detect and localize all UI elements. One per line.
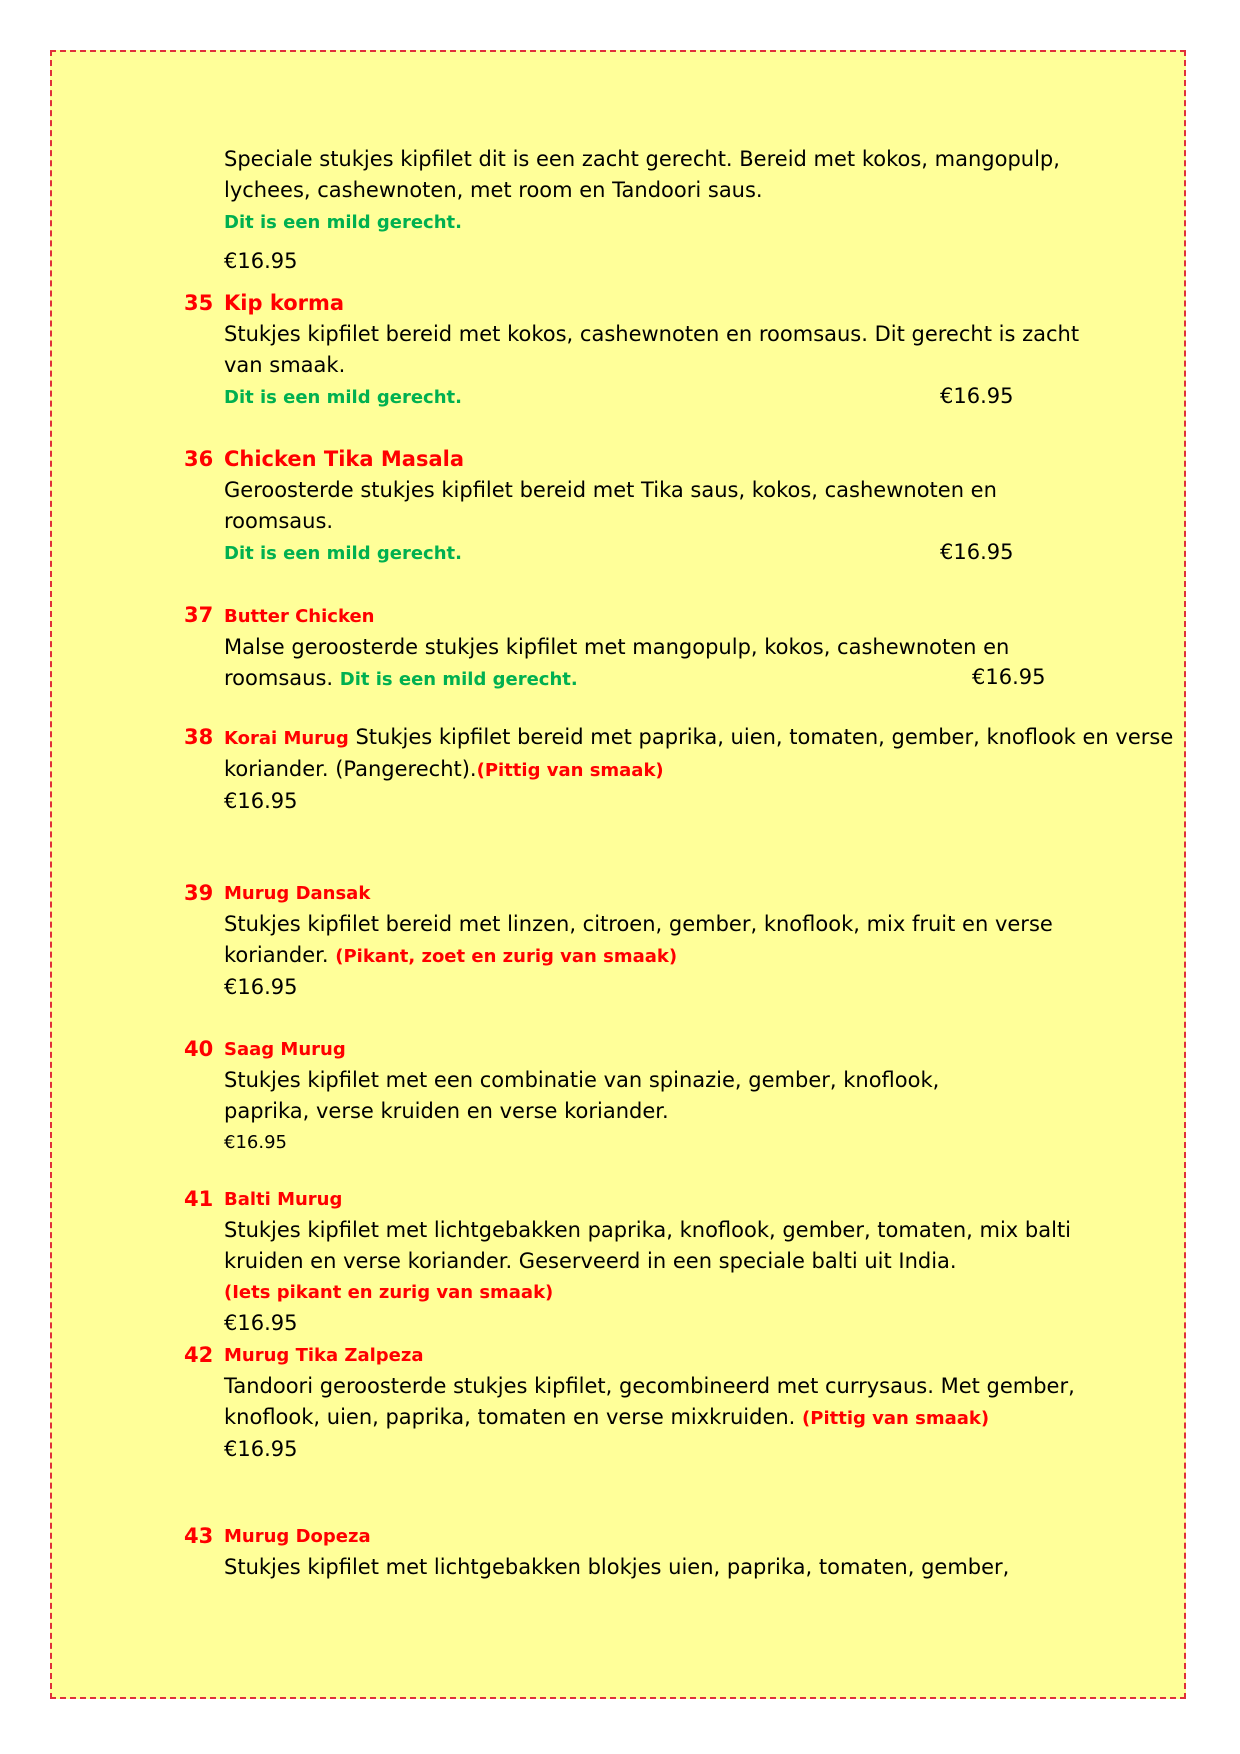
menu-item-43 [224,1521,1104,1583]
intro-price: €16.95 [224,249,298,273]
item-description: Stukjes kipfilet met lichtgebakken blokjes uien, paprika, tomaten, gember, [224,1555,1010,1579]
item-number: 40 [184,1037,214,1061]
item-name: Butter Chicken [224,606,375,627]
item-description: Geroosterde stukjes kipfilet bereid met Tika saus, kokos, cashewnoten en roomsaus. [224,478,997,533]
item-description: Stukjes kipfilet met lichtgebakken paprika, knoflook, gember, tomaten, mix balti kruiden en verse koriander. Geserveerd in een speciale balti uit India. [224,1218,1072,1273]
item-name: Murug Dansak [224,883,371,904]
intro-item [224,144,1104,277]
item-number: 42 [184,1343,214,1367]
item-name: Korai Murug [224,728,349,749]
item-spice-note: (Pittig van smaak) [476,760,664,781]
item-number: 39 [184,881,214,905]
item-description-line2: roomsaus. [224,666,334,690]
item-price: €16.95 [224,789,298,813]
item-description: Tandoori geroosterde stukjes kipfilet, gecombineerd met currysaus. Met gember, knoflook, uien, paprika, tomaten en verse mixkruiden. [224,1374,1075,1429]
item-description: Stukjes kipfilet bereid met kokos, cashewnoten en roomsaus. Dit gerecht is zacht van smaak. [224,322,1080,377]
item-price: €16.95 [940,540,1014,564]
intro-description: Speciale stukjes kipfilet dit is een zacht gerecht. Bereid met kokos, mangopulp, lychees, cashewnoten, met room en Tandoori saus. [224,147,1060,202]
item-name: Murug Tika Zalpeza [224,1345,424,1366]
item-number: 43 [184,1524,214,1548]
item-number: 35 [184,291,214,315]
menu-item-38 [224,722,1240,817]
item-price: €16.95 [972,665,1046,689]
item-spice-note: (Iets pikant en zurig van smaak) [224,1282,554,1303]
item-mild-note: Dit is een mild gerecht. [339,669,578,690]
item-price: €16.95 [224,975,298,999]
intro-mild-note: Dit is een mild gerecht. [224,212,462,233]
item-price: €16.95 [224,1311,298,1335]
item-description: Stukjes kipfilet met een combinatie van spinazie, gember, knoflook, paprika, verse kruiden en verse koriander. [224,1068,940,1123]
item-number: 38 [184,725,214,749]
item-price: €16.95 [940,384,1014,408]
item-price: €16.95 [224,1437,298,1461]
menu-item-39 [224,878,1104,1003]
item-name: Kip korma [224,291,345,315]
item-name: Balti Murug [224,1189,343,1210]
item-number: 36 [184,447,214,471]
item-spice-note: (Pittig van smaak) [802,1408,990,1429]
item-name: Chicken Tika Masala [224,447,464,471]
item-description: Stukjes kipfilet bereid met linzen, citroen, gember, knoflook, mix fruit en verse koriander. [224,912,1053,967]
item-mild-note: Dit is een mild gerecht. [224,543,462,564]
item-description-line1: Malse geroosterde stukjes kipfilet met mangopulp, kokos, cashewnoten en [224,635,1010,659]
item-number: 37 [184,603,214,627]
item-name: Saag Murug [224,1039,346,1060]
item-number: 41 [184,1187,214,1211]
item-name: Murug Dopeza [224,1526,371,1547]
item-spice-note: (Pikant, zoet en zurig van smaak) [335,946,678,967]
item-price: €16.95 [224,1132,287,1153]
item-description: Stukjes kipfilet bereid met paprika, uien, tomaten, gember, knoflook en verse koriander. (Pangerecht). [224,725,1174,781]
menu-item-42 [224,1340,1104,1465]
menu-item-40 [224,1034,1024,1158]
menu-item-41 [224,1184,1104,1339]
item-mild-note: Dit is een mild gerecht. [224,387,462,408]
